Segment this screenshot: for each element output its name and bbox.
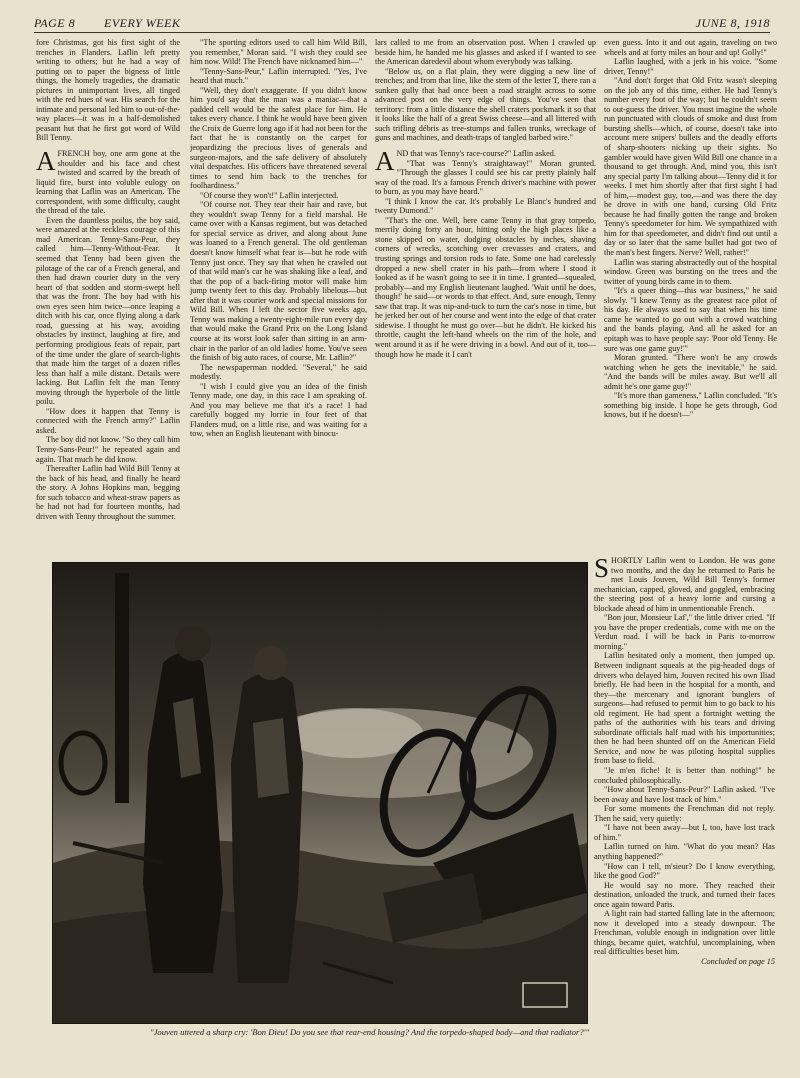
paragraph: "I wish I could give you an idea of the finish Tenny made, one day, in this race I am speaking of. And you may believe me that it's a race! I had carefully bogged my lorrie in four feet of that Flanders mud, on a little rise, and was waiting for a tow, when an English lieutenant with binocu- bbox=[190, 381, 367, 439]
paragraph: "Below us, on a flat plain, they were digging a new line of trenches; and from that line, like the stem of the letter T, there ran a sunken gully that had once been a road straight across to some advanced post on the very edge of things. You've seen that territory: from a little distance the shell craters pockmark it so that it looks like the half of a great Swiss cheese—and all littered with such trifling débris as tree-stumps and fallen trunks, wreckage of guns and machines, and death-traps of tangled barbed wire." bbox=[375, 66, 596, 143]
paragraph: He would say no more. They reached their destination, unloaded the truck, and turned their faces once again toward Paris. bbox=[594, 880, 775, 909]
column-4 bbox=[604, 38, 777, 553]
illustration-caption: "Jouven uttered a sharp cry: 'Bon Dieu! Do you see that rear-end housing? And the torpedo-shaped body—and that radiator?'" bbox=[150, 1027, 590, 1037]
illustration-drawing bbox=[53, 563, 587, 1023]
paragraph: "And don't forget that Old Fritz wasn't sleeping on the job any of this time, either. He had Tenny's number every foot of the way; but he couldn't seem to out-guess the driver. You must imagine the whole run punctuated with clouds of smoke and dust from bursting shells—which, of course, doesn't take into account mere snipers' bullets and the deadly efforts of sharp-shooters nicking up their sights. No gambler would have given Wild Bill one chance in a thousand to get through. And, mind you, this isn't any special party I'm talking about—Tenny did it for weeks. I met him shortly after that first sight I had of him,—modest guy, too,—and was there the day he drove in with one hand, cursing Old Fritz because he had finally gotten the range and broken Tenny's speedometer for him. We sympathized with him for that speedometer, and didn't find out until a day or so later that the same bullet had got two of the man's best fingers. Nerve? Well, rather!" bbox=[604, 76, 777, 258]
paragraph: AFRENCH boy, one arm gone at the shoulder and his face and chest twisted and scarred by the breath of liquid fire, burst into voluble eulogy on learning that Laflin was an American. The correspondent, with some difficulty, caught the thread of the tale. bbox=[36, 146, 180, 216]
paragraph: fore Christmas, got his first sight of the trenches in Flanders. Laflin left pretty writing to others; but he had a way of putting on to paper the bigness of little things, the homely tragedies, the dramatic pictures in unimportant lives, all tinged with the red hues of war. His search for the intimate and personal led him to out-of-the-way places—it was in a half-demolished peasant hut that he first got word of Wild Bill Tenny. bbox=[36, 38, 180, 143]
paragraph: "How does it happen that Tenny is connected with the French army?" Laflin asked. bbox=[36, 406, 180, 435]
paragraph: SHORTLY Laflin went to London. He was gone two months, and the day he returned to Paris he met Louis Jouven, Wild Bill Tenny's former mechanician, capped, gloved, and goggled, embracing the steering post of a heavy lorrie and cursing a blockade ahead of him in unmentionable French. bbox=[594, 556, 775, 613]
paragraph: The newspaperman nodded. "Several," he said modestly. bbox=[190, 362, 367, 382]
paragraph: "The sporting editors used to call him Wild Bill, you remember," Moran said. "I wish they could see him now. Wild! The French have nicknamed him—" bbox=[190, 38, 367, 67]
paragraph: The boy did not know. "So they call him Tenny-Sans-Peur!" he repeated again and again. That much he did know. bbox=[36, 435, 180, 464]
paragraph: Moran grunted. "There won't be any crowds watching when he gets the inevitable," he said. "And the bands will be miles away. But we'll all admit he's one game guy!" bbox=[604, 353, 777, 391]
paragraph: "Of course not. They tear their hair and rave, but they wouldn't swap Tenny for a field marshal. He came over with a Kansas regiment, but was detached for special service as driver, and along about June was loaned to a French general. The old gentleman doesn't know himself what fear is—but he rode with Tenny just once. They say that when he crawled out of that wild man's car he was shaking like a leaf, and that the pop of a back-firing motor will make him jump twenty feet to this day. Probably libelous—but after that it was courier work and special missions for Wild Bill. When I left the sector five weeks ago, Tenny was making a twenty-eight-mile run every day that would make the Grand Prix on the Long Island course at its worst look safer than sitting in an arm-chair in the parlor of an old ladies' home. You've seen the finish of big auto races, of course, Mr. Laflin?" bbox=[190, 200, 367, 363]
paragraph: Laflin laughed, with a jerk in his voice. "Some driver, Tenny!" bbox=[604, 57, 777, 76]
header-rule bbox=[34, 32, 770, 33]
column-1 bbox=[36, 38, 180, 553]
paragraph: "Of course they won't!" Laflin interjected. bbox=[200, 190, 339, 200]
paragraph: "I have not been away—but I, too, have lost track of him." bbox=[594, 823, 775, 842]
paragraph: AND that was Tenny's race-course?" Laflin asked. bbox=[375, 146, 556, 177]
paragraph: lars called to me from an observation post. When I crawled up beside him, he handed me his glasses and asked if I wanted to see the American daredevil about whom everybody was talking. bbox=[375, 38, 596, 67]
paragraph: Thereafter Laflin had Wild Bill Tenny at the back of his head, and finally he heard the story. A Johns Hopkins man, begging for such tobacco and wheat-straw papers as he had not had for fourteen months, had driven with Tenny throughout the summer. bbox=[36, 464, 180, 521]
publication-name: EVERY WEEK bbox=[104, 16, 181, 30]
paragraph: Laflin was staring abstractedly out of the hospital window. Green was bursting on the trees and the twitter of young birds came in to them. bbox=[604, 257, 777, 286]
column-2 bbox=[190, 38, 367, 553]
paragraph: "Bon jour, Monsieur Laf'," the little driver cried. "If you have the proper credentials, come with me on the Verdun road. I will be back in Paris to-morrow morning." bbox=[594, 613, 775, 651]
column-3 bbox=[375, 38, 596, 553]
paragraph: Even the dauntless poilus, the boy said, were amazed at the reckless courage of this mad American. Tenny-Sans-Peur, they called him—Tenny-Without-Fear. It seemed that Tenny had been given the pilotage of the car of a French general, and then had drawn courier duty in the very heart of that sodden and storm-swept hell that was the front. The boy had with his own eyes seen him twice—once leaping a ditch with his car, once flying along a dark road, guessing at his way, avoiding obstacles by instinct, laughing at fire, and performing prodigious feats of repair, part of the time under the glare of search-lights that made him the target of a dozen rifles less than half a mile distant. Details were lacking. But Laflin felt the man Tenny moving through the hyperbole of the little poilu. bbox=[36, 215, 180, 407]
paragraph: Laflin turned on him. "What do you mean? Has anything happened?" bbox=[594, 842, 775, 861]
paragraph: Laflin hesitated only a moment, then jumped up. Between indignant squeals at the pig-headed dogs of drivers who delayed him, Jouven recited his own Iliad briefly. He had been in the hospital for a month, and they—the mercenary and ignorant bunglers of surgeons—had refused to permit him to go back to his old regiment. He had spent a fortnight wetting the paths of the authorities with his tears and driving subordinate officials half mad with his importunities; then he had been shunted off on the American Field Service, and now he was piloting hospital supplies from base to field. bbox=[594, 651, 775, 766]
page-header bbox=[34, 12, 770, 38]
paragraph: "That's the one. Well, here came Tenny in that gray torpedo, merrily doing forty an hour, hitting only the high places like a stone skipped on water, dodging obstacles by inches, shaving corners of wrecks, scotching over crevasses and craters, and trusting springs and torsion rods to fate. Some one had carelessly dropped a new shell crater in his path—from where I stood it looked as if he wasn't going to see it in time. I grunted—squealed, probably—and my English lieutenant laughed. 'Wait until he does, though!' he said—or words to that effect. And, sure enough, Tenny saw that trap. It was nip-and-tuck to turn the car's nose in time, but he jerked her out of her course and went into the edge of that crater sidewise. I thought he must go over—but he didn't. He kicked his throttle, caught the left-hand wheels on the rim of the hole, and went around it as if he were driving in a bowl. And out of it, too—though how he made it I can't bbox=[375, 215, 596, 359]
paragraph: "Well, they don't exaggerate. If you didn't know him you'd say that the man was a maniac—that a padded cell would be the safest place for him. He takes every chance. I think he would have been given the Croix de Guerre long ago if it had not been for the fact that he is constantly on the carpet for jeopardizing the precious lives of generals and surgeon-majors, and the safe delivery of absolutely vital despatches. His officers have threatened several times to send him back to the trenches for foolhardiness." bbox=[190, 85, 367, 191]
paragraph: "Tenny-Sans-Peur," Laflin interrupted. "Yes, I've heard that much." bbox=[190, 66, 367, 86]
column-5 bbox=[594, 556, 775, 1066]
paragraph: "It's more than gameness," Laflin concluded. "It's something big inside. I hope he gets through, God knows, but if he doesn't—" bbox=[604, 391, 777, 420]
page-number: PAGE 8 bbox=[34, 16, 76, 30]
paragraph: "It's a queer thing—this war business," he said slowly. "I knew Tenny as the greatest race pilot of his day. He always used to say that when his time came he wanted to go out with a crowd watching and the bands playing. And all he asked for an epitaph was to have people say: 'Poor old Tenny. He sure was one game guy!'" bbox=[604, 286, 777, 353]
drop-cap: S bbox=[594, 556, 610, 583]
paragraph: "Je m'en fiche! It is better than nothing!" he concluded philosophically. bbox=[594, 766, 775, 785]
paragraph: "How about Tenny-Sans-Peur?" Laflin asked. "I've been away and have lost track of him." bbox=[594, 785, 775, 804]
paragraph: For some moments the Frenchman did not reply. Then he said, very quietly: bbox=[594, 804, 775, 823]
paragraph: "How can I tell, m'sieur? Do I know everything, like the good God?" bbox=[594, 861, 775, 881]
drop-cap: A bbox=[36, 146, 56, 177]
paragraph: A light rain had started falling late in the afternoon; now it developed into a steady downpour. The Frenchman, voluble enough in indignation over little things, became quiet, watchful, uncomplaining, when real difficulties beset him. bbox=[594, 909, 775, 957]
paragraph: "I think I know the car. It's probably Le Blanc's hundred and twenty Dumond." bbox=[375, 196, 596, 216]
paragraph: even guess. Into it and out again, traveling on two wheels and at forty miles an hour and up! Golly!" bbox=[604, 38, 777, 57]
drop-cap: A bbox=[375, 146, 395, 177]
paragraph: "That was Tenny's straightaway!" Moran grunted. "Through the glasses I could see his car pretty plainly half way of the road. It's a famous French driver's machine with power to burn, as you may have heard." bbox=[375, 158, 596, 197]
story-illustration bbox=[52, 562, 588, 1024]
continued-notice: Concluded on page 15 bbox=[701, 956, 775, 966]
issue-date: JUNE 8, 1918 bbox=[695, 16, 770, 30]
